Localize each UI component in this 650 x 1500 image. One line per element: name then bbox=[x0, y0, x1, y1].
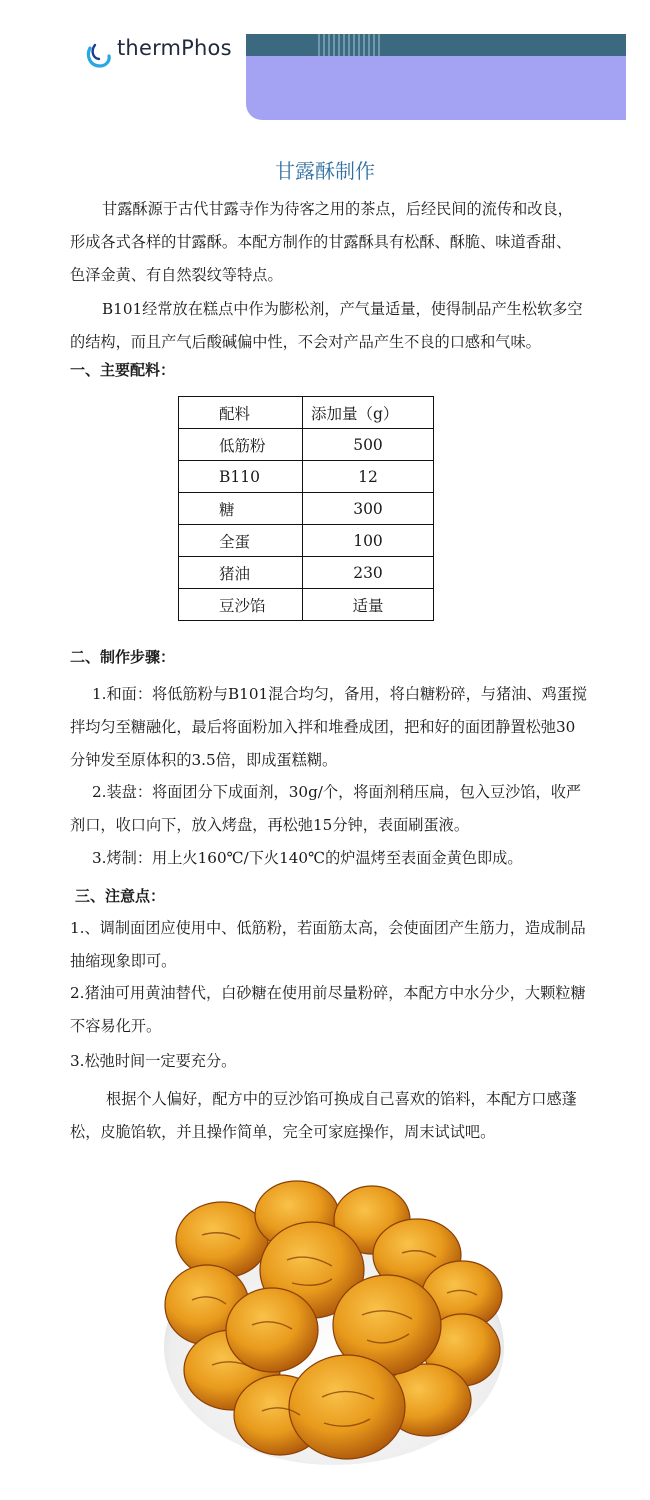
note-item: 2.猪油可用黄油替代，白砂糖在使用前尽量粉碎，本配方中水分少，大颗粒糖不容易化开。 bbox=[70, 984, 586, 1035]
ingredients-table bbox=[178, 396, 434, 621]
table-header-cell: 添加量（g） bbox=[303, 397, 434, 429]
b101-paragraph: B101经常放在糕点中作为膨松剂，产气量适量，使得制品产生松软多空的结构，而且产气后酸碱偏中性，不会对产品产生不良的口感和气味。 bbox=[70, 300, 583, 351]
brand-name: thermPhos bbox=[117, 36, 232, 60]
table-row bbox=[179, 429, 434, 461]
intro-paragraph: 甘露酥源于古代甘露寺作为待客之用的茶点，后经民间的流传和改良，形成各式各样的甘露酥。本配方制作的甘露酥具有松酥、酥脆、味道香甜、色泽金黄、有自然裂纹等特点。 bbox=[70, 200, 573, 284]
section-heading-notes: 三、注意点： bbox=[75, 887, 166, 905]
table-cell-ingredient: B110 bbox=[179, 461, 303, 493]
table-cell-amount: 12 bbox=[303, 461, 434, 493]
table-cell-amount: 230 bbox=[303, 557, 434, 589]
table-cell-amount: 适量 bbox=[303, 589, 434, 621]
table-row bbox=[179, 589, 434, 621]
brand-logo bbox=[86, 36, 246, 70]
table-cell-amount: 100 bbox=[303, 525, 434, 557]
table-cell-amount: 500 bbox=[303, 429, 434, 461]
table-cell-ingredient: 猪油 bbox=[179, 557, 303, 589]
table-cell-ingredient: 豆沙馅 bbox=[179, 589, 303, 621]
outro-paragraph: 根据个人偏好，配方中的豆沙馅可换成自己喜欢的馅料，本配方口感蓬松，皮脆馅软，并且操作简单，完全可家庭操作，周末试试吧。 bbox=[70, 1090, 577, 1141]
pastry-plate-photo bbox=[162, 1175, 508, 1479]
table-row bbox=[179, 461, 434, 493]
table-header-row bbox=[179, 397, 434, 429]
table-cell-amount: 300 bbox=[303, 493, 434, 525]
header-stripes bbox=[318, 34, 382, 56]
note-item: 3.松弛时间一定要充分。 bbox=[70, 1052, 237, 1070]
table-row bbox=[179, 525, 434, 557]
section-heading-ingredients: 一、主要配料： bbox=[70, 361, 176, 379]
table-cell-ingredient: 糖 bbox=[179, 493, 303, 525]
step-item: 2.装盘：将面团分下成面剂，30g/个，将面剂稍压扁，包入豆沙馅，收严剂口，收口向下，放入烤盘，再松弛15分钟，表面刷蛋液。 bbox=[70, 783, 582, 834]
table-cell-ingredient: 低筋粉 bbox=[179, 429, 303, 461]
table-row bbox=[179, 557, 434, 589]
table-cell-ingredient: 全蛋 bbox=[179, 525, 303, 557]
page-title: 甘露酥制作 bbox=[275, 159, 375, 183]
step-item: 1.和面：将低筋粉与B101混合均匀，备用，将白糖粉碎，与猪油、鸡蛋搅拌均匀至糖融化，最后将面粉加入拌和堆叠成团，把和好的面团静置松弛30分钟发至原体积的3.5倍，即成蛋糕糊。 bbox=[70, 685, 588, 769]
section-heading-steps: 二、制作步骤： bbox=[70, 648, 176, 666]
header-panel bbox=[246, 56, 626, 120]
header-band bbox=[246, 34, 626, 56]
table-row bbox=[179, 493, 434, 525]
note-item: 1.、调制面团应使用中、低筋粉，若面筋太高，会使面团产生筋力，造成制品抽缩现象即可。 bbox=[70, 919, 586, 970]
table-header-cell: 配料 bbox=[179, 397, 303, 429]
step-item: 3.烤制：用上火160℃/下火140℃的炉温烤至表面金黄色即成。 bbox=[92, 849, 523, 867]
logo-swirl-icon bbox=[86, 42, 112, 70]
